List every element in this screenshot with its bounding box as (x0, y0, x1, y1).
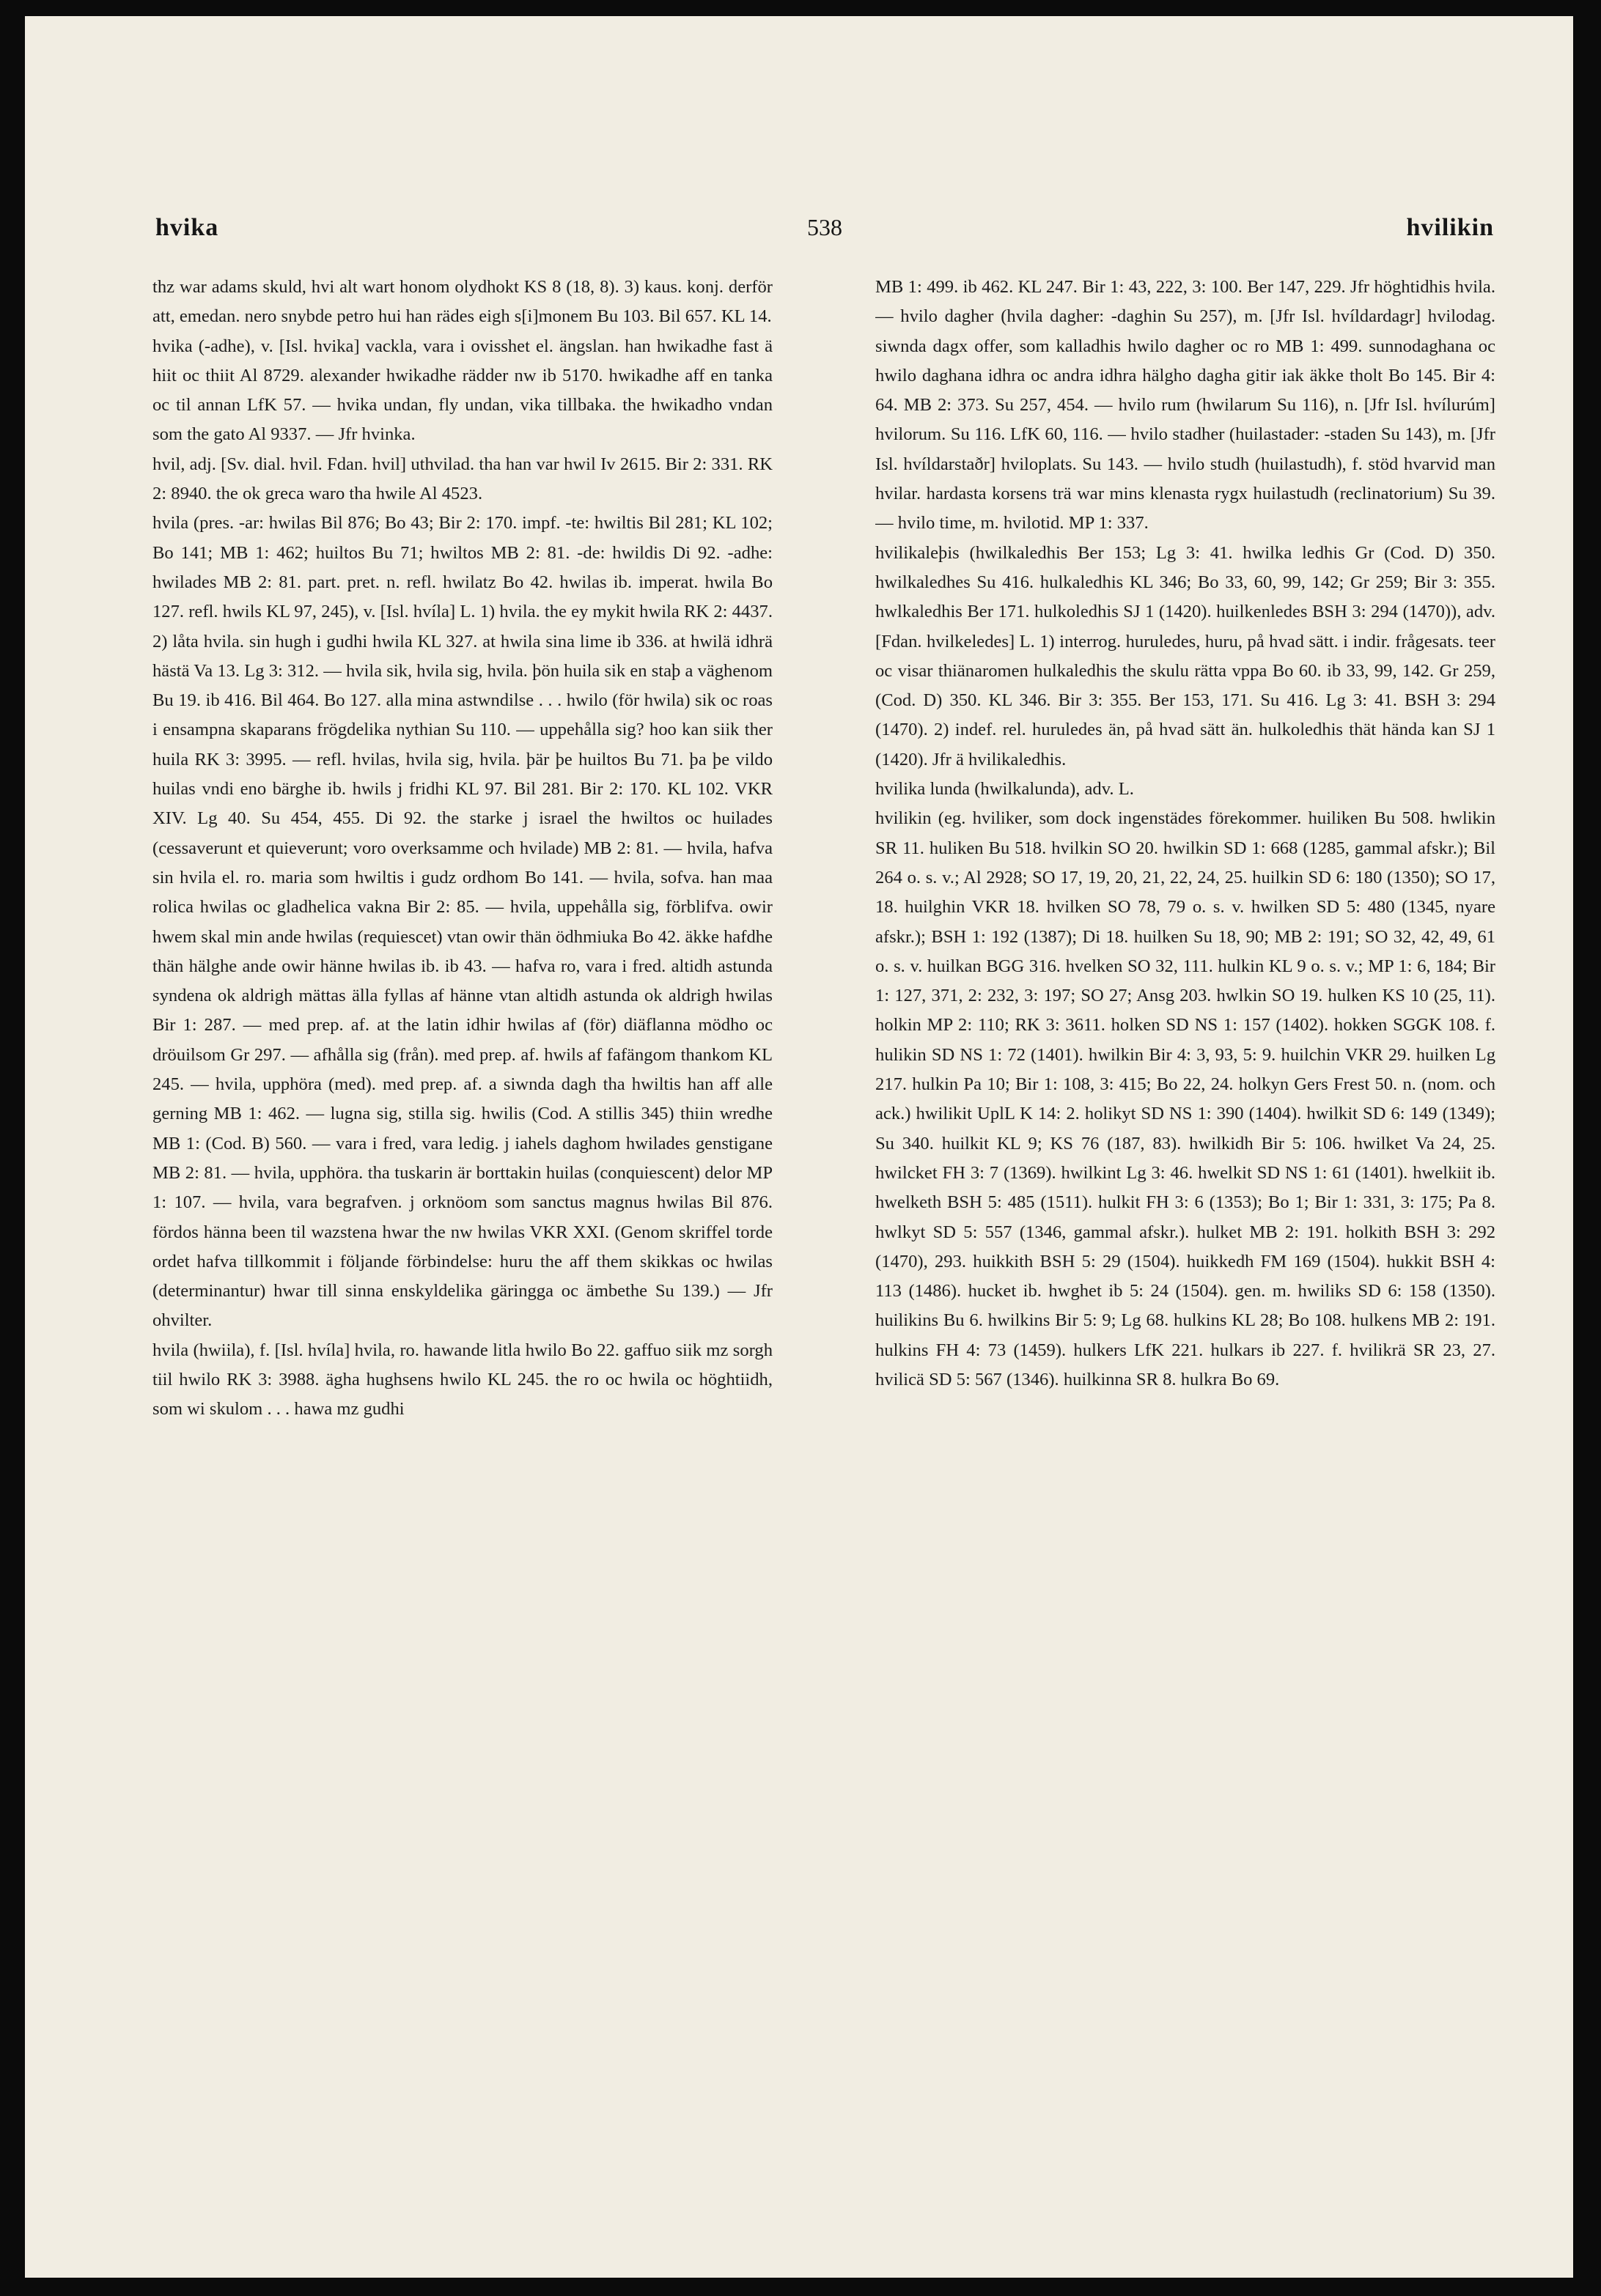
left-column (152, 273, 773, 2215)
dictionary-entry: hvilikin (eg. hviliker, som dock ingenstädes förekommer. huiliken Bu 508. hwlikin SR 11. huliken Bu 518. hvilkin SO 20. hwilkin SD 1: 668 (1285, gammal afskr.); Bil 264 o. s. v.; Al 2928; SO 17, 19, 20, 21, 22, 24, 25. huilkin SD 6: 180 (1350); SO 17, 18. huilghin VKR 18. hvilken SO 78, 79 o. s. v. hwilken SD 5: 480 (1345, nyare afskr.); BSH 1: 192 (1387); Di 18. huilken Su 18, 90; MB 2: 191; SO 32, 42, 49, 61 o. s. v. huilkan BGG 316. hvelken SO 32, 111. hulkin KL 9 o. s. v.; MP 1: 6, 184; Bir 1: 127, 371, 2: 232, 3: 197; SO 27; Ansg 203. hwlkin SO 19. hulken KS 10 (25, 11). holkin MP 2: 110; RK 3: 3611. holken SD NS 1: 157 (1402). hokken SGGK 108. f. hulikin SD NS 1: 72 (1401). hwilkin Bir 4: 3, 93, 5: 9. huilchin VKR 29. huilken Lg 217. hulkin Pa 10; Bir 1: 108, 3: 415; Bo 22, 24. holkyn Gers Frest 50. n. (nom. och ack.) hwilikit UplL K 14: 2. holikyt SD NS 1: 390 (1404). hwilkit SD 6: 149 (1349); Su 340. huilkit KL 9; KS 76 (187, 83). hwilkidh Bir 5: 106. hwilket Va 24, 25. hwilcket FH 3: 7 (1369). hwilkint Lg 3: 46. hwelkit SD NS 1: 61 (1401). hwelkiit ib. hwelketh BSH 5: 485 (1511). hulkit FH 3: 6 (1353); Bo 1; Bir 1: 331, 3: 175; Pa 8. hwlkyt SD 5: 557 (1346, gammal afskr.). hulket MB 2: 191. holkith BSH 3: 292 (1470), 293. huikkith BSH 5: 29 (1504). huikkedh FM 169 (1504). hukkit BSH 4: 113 (1486). hucket ib. hwghet ib 5: 24 (1504). gen. m. hwiliks SD 6: 158 (1350). huilikins Bu 6. hwilkins Bir 5: 9; Lg 68. hulkins KL 28; Bo 108. hulkens MB 2: 191. hulkins FH 4: 73 (1459). hulkers LfK 221. hulkars ib 227. f. hvilikrä SR 23, 27. hvilicä SD 5: 567 (1346). huilkinna SR 8. hulkra Bo 69. (875, 808, 1495, 1389)
text-paragraph: thz war adams skuld, hvi alt wart honom olydhokt KS 8 (18, 8). 3) kaus. konj. derför att, emedan. nero snybde petro hui han rädes eigh s[i]monem Bu 103. Bil 657. KL 14. (152, 277, 773, 327)
page-header (155, 214, 1494, 255)
dictionary-entry: hvilika lunda (hwilkalunda), adv. L. (875, 779, 1134, 800)
header-left-guideword: hvika (155, 214, 219, 241)
dictionary-entry: hvika (-adhe), v. [Isl. hvika] vackla, vara i ovisshet el. ängslan. han hwikadhe fast ä hiit oc thiit Al 8729. alexander hwikadhe rädder nw ib 5170. hwikadhe aff en tanka oc til annan LfK 57. — hvika undan, fly undan, vika tillbaka. the hwikadho vndan som the gato Al 9337. — Jfr hvinka. (152, 336, 773, 445)
right-column (875, 273, 1495, 2215)
page-number: 538 (807, 214, 842, 240)
dictionary-entry: hvila (pres. -ar: hwilas Bil 876; Bo 43; Bir 2: 170. impf. -te: hwiltis Bil 281; KL 102; Bo 141; MB 1: 462; huiltos Bu 71; hwiltos MB 2: 81. -de: hwildis Di 92. -adhe: hwilades MB 2: 81. part. pret. n. refl. hwilatz Bo 42. hwilas ib. imperat. hwila Bo 127. refl. hwils KL 97, 245), v. [Isl. hvíla] L. 1) hvila. the ey mykit hwila RK 2: 4437. 2) låta hvila. sin hugh i gudhi hwila KL 327. at hwila sina lime ib 336. at hwilä idhrä hästä Va 13. Lg 3: 312. — hvila sik, hvila sig, hvila. þön huila sik en staþ a väghenom Bu 19. ib 416. Bil 464. Bo 127. alla mina astwndilse . . . hwilo (för hwila) sik oc roas i ensampna skaparans frögdelika nythian Su 110. — uppehålla sig? hoo kan siik ther huila RK 3: 3995. — refl. hvilas, hvila sig, hvila. þär þe huiltos Bu 71. þa þe vildo huilas vndi eno bärghe ib. hwils j fridhi KL 97. Bil 281. Bir 2: 170. KL 102. VKR XIV. Lg 40. Su 454, 455. Di 92. the starke j israel the hwiltos oc huilades (cessaverunt et quieverunt; voro overksamme och hvilade) MB 2: 81. — hvila, hafva sin hvila el. ro. maria som hwiltis i gudz ordhom Bo 141. — hvila, sofva. han maa rolica hwilas oc gladhelica vakna Bir 2: 85. — hvila, uppehålla sig, förblifva. owir hwem skal min ande hwilas (requiescet) vtan owir thän ödhmiuka Bo 42. äkke hafdhe thän hälghe ande owir hänne hwilas ib. ib 43. — hafva ro, vara i fred. altidh astunda syndena ok aldrigh mättas älla fyllas af hänne vtan altidh astunda ok aldrigh hwilas Bir 1: 287. — med prep. af. at the latin idhir hwilas af (för) diäflanna mödho oc dröuilsom Gr 297. — afhålla sig (från). med prep. af. hwils af fafängom thankom KL 245. — hvila, upphöra (med). med prep. af. a siwnda dagh tha hwiltis han aff alle gerning MB 1: 462. — lugna sig, stilla sig. hwilis (Cod. A stillis 345) thiin wredhe MB 1: (Cod. B) 560. — vara i fred, vara ledig. j iahels daghom hwilades genstigane MB 2: 81. — hvila, upphöra. tha tuskarin är borttakin huilas (conquiescent) delor MP 1: 107. — hvila, vara begrafven. j orknöom som sanctus magnus hwilas Bil 876. fördos hänna been til wazstena hwar the nw hwilas VKR XXI. (Genom skriffel torde ordet hafva tillkommit i följande förbindelse: huru the aff them skikkas oc hwilas (determinantur) hwar till sinna enskyldelika gäringga oc ämbethe Su 139.) — Jfr ohvilter. (152, 513, 773, 1331)
header-right-guideword: hvilikin (1406, 214, 1494, 241)
dictionary-page (25, 16, 1573, 2278)
dictionary-entry: hvila (hwiila), f. [Isl. hvíla] hvila, ro. hawande litla hwilo Bo 22. gaffuo siik mz sorgh tiil hwilo RK 3: 3988. ägha hughsens hwilo KL 245. the ro oc hwila oc höghtiidh, som wi skulom . . . hawa mz gudhi (152, 1340, 773, 1420)
dictionary-entry: hvilikaleþis (hwilkaledhis Ber 153; Lg 3: 41. hwilka ledhis Gr (Cod. D) 350. hwilkaledhes Su 416. hulkaledhis KL 346; Bo 33, 60, 99, 142; Gr 259; Bir 3: 355. hwlkaledhis Ber 171. hulkoledhis SJ 1 (1420). huilkenledes BSH 3: 294 (1470)), adv. [Fdan. hvilkeledes] L. 1) interrog. huruledes, huru, på hvad sätt. i indir. frågesats. teer oc visar thiänaromen hulkaledhis the skulu rätta vppa Bo 60. ib 33, 99, 142. Gr 259, (Cod. D) 350. KL 346. Bir 3: 355. Ber 153, 171. Su 416. Lg 3: 41. BSH 3: 294 (1470). 2) indef. rel. huruledes än, på hvad sätt än. hulkoledhis thät hända kan SJ 1 (1420). Jfr ä hvilikaledhis. (875, 542, 1495, 769)
dictionary-entry: hvil, adj. [Sv. dial. hvil. Fdan. hvil] uthvilad. tha han var hwil Iv 2615. Bir 2: 331. RK 2: 8940. the ok greca waro tha hwile Al 4523. (152, 454, 773, 504)
text-paragraph: MB 1: 499. ib 462. KL 247. Bir 1: 43, 222, 3: 100. Ber 147, 229. Jfr höghtidhis hvila. — hvilo dagher (hvila dagher: -daghin Su 257), m. [Jfr Isl. hvíldardagr] hvilodag. siwnda dagx offer, som kalladhis hwilo dagher oc ro MB 1: 499. sunnodaghana oc hwilo daghana idhra oc andra idhra hälgho dagha gitir iak äkke tholt Bo 145. Bir 4: 64. MB 2: 373. Su 257, 454. — hvilo rum (hwilarum Su 116), n. [Jfr Isl. hvílurúm] hvilorum. Su 116. LfK 60, 116. — hvilo stadher (huilastader: -staden Su 143), m. [Jfr Isl. hvíldarstaðr] hviloplats. Su 143. — hvilo studh (huilastudh), f. stöd hvarvid man hvilar. hardasta korsens trä war mins klenasta rygx huilastudh (reclinatorium) Su 39. — hvilo time, m. hvilotid. MP 1: 337. (875, 277, 1495, 534)
